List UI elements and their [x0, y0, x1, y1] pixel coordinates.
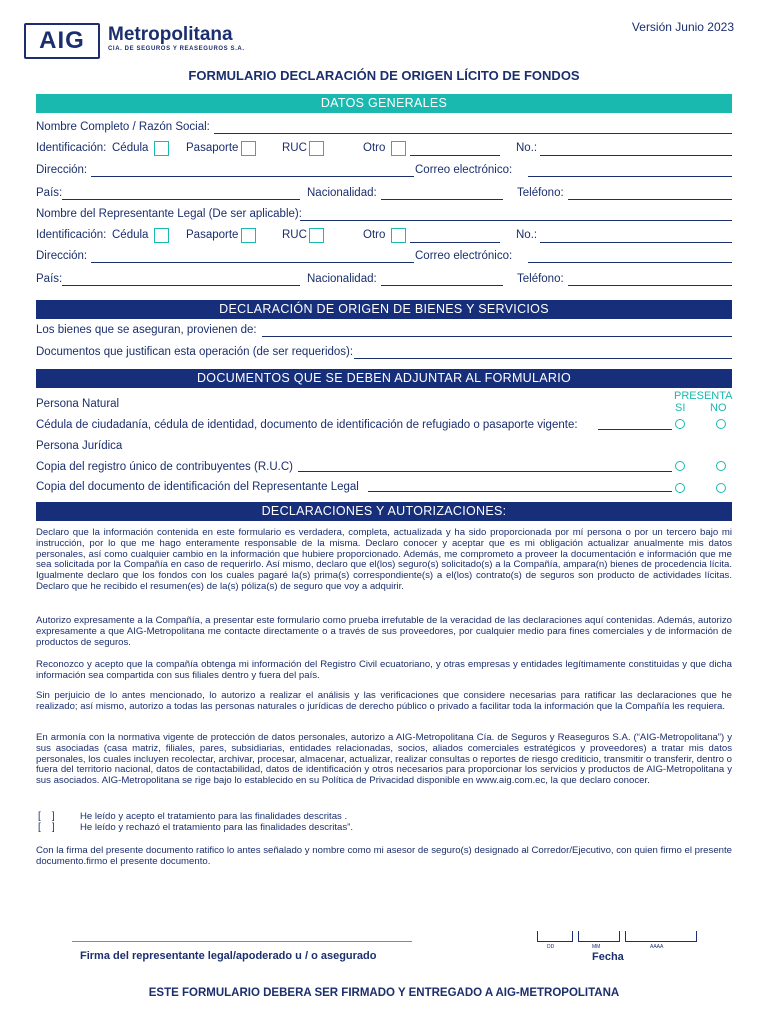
identification-label: Identificación:	[36, 142, 107, 154]
country-label: País:	[36, 187, 63, 199]
date-label: Fecha	[592, 951, 624, 963]
address-label: Dirección:	[36, 164, 88, 176]
pasaporte-checkbox[interactable]	[241, 228, 256, 243]
date-month-box[interactable]	[578, 931, 620, 942]
date-year-box[interactable]	[625, 931, 697, 942]
email-field[interactable]	[528, 176, 732, 177]
declaration-paragraph-6: Con la firma del presente documento ratifico lo antes señalado y nombre como mi asesor de seguro(s) designado al Corredor/Ejecutivo, con quien firmo el presente documento.firmo el presente documento.	[36, 845, 732, 867]
accept-bracket[interactable]: [ ]	[38, 811, 55, 822]
date-aaaa-label: AAAA	[650, 944, 664, 950]
rep-doc-no-radio[interactable]	[716, 483, 726, 493]
ruc-checkbox[interactable]	[309, 228, 324, 243]
presenta-no: NO	[710, 402, 727, 414]
rep-doc-line	[368, 491, 672, 492]
country-label: País:	[36, 273, 63, 285]
cedula-doc-line	[598, 429, 672, 430]
legal-rep-field[interactable]	[300, 220, 732, 221]
declaration-paragraph-1: Declaro que la información contenida en este formulario es verdadera, completa, actualizada y ha sido proporcionada por mí persona o por un tercero bajo mi instrucción, por lo que me hago enteramente responsable de la misma. Declaro conocer y aceptar que es mi obligación actualizar anualmente mis datos personales, así como cualquier cambio en la información que hubiere proporcionado. Además, me comprometo a proveer la documentación e información que me sea solicitada por la Compañía en caso de requerirlo. Así mismo, declaro que el(los) seguro(s) solicitado(s) a la Compañía, ampara(n) bienes de procedencia lícita. Igualmente declaro que los fondos con los cuales pagaré la(s) prima(s) correspondiente(s) a el(los) contrato(s) de seguros son producto de actividades lícitas. Declaro que he recibido el resumen(es) de la(s) póliza(s) de seguro que voy a adquirir.	[36, 527, 732, 592]
cedula-label: Cédula	[112, 142, 149, 154]
version-label: Versión Junio 2023	[631, 20, 734, 34]
ruc-checkbox[interactable]	[309, 141, 324, 156]
cedula-doc-no-radio[interactable]	[716, 419, 726, 429]
email-label: Correo electrónico:	[415, 250, 513, 262]
section-datos-generales: DATOS GENERALES	[36, 94, 732, 113]
otro-checkbox[interactable]	[391, 141, 406, 156]
nationality-label: Nacionalidad:	[307, 273, 377, 285]
declaration-paragraph-4: Sin perjuicio de lo antes mencionado, lo autorizo a realizar el análisis y las verificaciones que considere necesarias para ratificar las declaraciones que he realizado; así mismo, autorizo a todas las personas naturales o jurídicas de derecho público o privado a facilitar toda la información que la Compañía les requiera.	[36, 690, 732, 712]
signature-label: Firma del representante legal/apoderado u / o asegurado	[80, 950, 377, 962]
email-field[interactable]	[528, 262, 732, 263]
aig-logo	[24, 23, 100, 59]
address-field[interactable]	[91, 262, 414, 263]
declaration-paragraph-3: Reconozco y acepto que la compañía obtenga mi información del Registro Civil ecuatoriano, y otras empresas y entidades legítimamente constituidas y que dicha información sea compartida con sus filiales dentro y fuera del país.	[36, 659, 732, 681]
ruc-doc-si-radio[interactable]	[675, 461, 685, 471]
ruc-doc-no-radio[interactable]	[716, 461, 726, 471]
signature-line[interactable]	[72, 941, 412, 942]
country-field[interactable]	[62, 285, 300, 286]
presenta-si: SI	[675, 402, 686, 414]
phone-label: Teléfono:	[517, 187, 564, 199]
declaration-paragraph-2: Autorizo expresamente a la Compañía, a presentar este formulario como prueba irrefutable de la veracidad de las declaraciones aquí contenidas. Además, autorizo expresamente a que AIG-Metropolitana me contacte directamente o a través de sus proveedores, por cualquier medio para fines comerciales y de información de productos de seguros.	[36, 615, 732, 648]
reject-bracket[interactable]: [ ]	[38, 822, 55, 833]
ruc-doc-label: Copia del registro único de contribuyentes (R.U.C)	[36, 461, 293, 473]
logo-text: AIG	[39, 27, 85, 54]
supporting-docs-label: Documentos que justifican esta operación (de ser requeridos):	[36, 346, 354, 358]
id-number-label: No.:	[516, 142, 538, 154]
accept-option-text: He leído y acepto el tratamiento para las finalidades descritas .	[80, 811, 348, 822]
supporting-docs-field[interactable]	[354, 358, 732, 359]
id-number-label: No.:	[516, 229, 538, 241]
email-label: Correo electrónico:	[415, 164, 513, 176]
date-day-box[interactable]	[537, 931, 573, 942]
ruc-doc-line	[298, 471, 672, 472]
id-number-field[interactable]	[540, 242, 732, 243]
cedula-doc-si-radio[interactable]	[675, 419, 685, 429]
brand-name: Metropolitana	[108, 24, 233, 45]
nationality-label: Nacionalidad:	[307, 187, 377, 199]
otro-field[interactable]	[410, 242, 500, 243]
full-name-field[interactable]	[214, 133, 732, 134]
reject-option-text: He leído y rechazó el tratamiento para las finalidades descritas”.	[80, 822, 354, 833]
footer-note: ESTE FORMULARIO DEBERA SER FIRMADO Y ENTREGADO A AIG-METROPOLITANA	[148, 987, 620, 999]
cedula-label: Cédula	[112, 229, 149, 241]
phone-label: Teléfono:	[517, 273, 564, 285]
otro-field[interactable]	[410, 155, 500, 156]
brand-subtitle: CIA. DE SEGUROS Y REASEGUROS S.A.	[108, 46, 245, 52]
date-mm-label: MM	[592, 944, 601, 950]
pasaporte-label: Pasaporte	[186, 229, 239, 241]
declaration-paragraph-5: En armonía con la normativa vigente de protección de datos personales, autorizo a AIG-Metropolitana Cía. de Seguros y Reaseguros S.A. (“AIG-Metropolitana”) y sus asociadas (casa matriz, filiales, pares, subsidiarias, entidades relacionadas, socios, aliados comerciales estratégicos y proveedores) a tratar mis datos personales, los cuales incluyen recolectar, archivar, procesar, almacenar, actualizar, realizar consultas o reportes de riesgo crediticio, transmitir o transferir, dentro o fuera del territorio nacional, datos de contactabilidad, datos de identificación y otros necesarios para proporcionar los servicios y productos de AIG-Metropolitana y sus asociados. AIG-Metropolitana se rige bajo lo establecido en su Política de Privacidad disponible en www.aig.com.ec, la que declaro conocer.	[36, 732, 732, 787]
cedula-checkbox[interactable]	[154, 228, 169, 243]
section-origen: DECLARACIÓN DE ORIGEN DE BIENES Y SERVICIOS	[36, 300, 732, 319]
persona-natural-label: Persona Natural	[36, 398, 120, 410]
pasaporte-label: Pasaporte	[186, 142, 239, 154]
section-declaraciones: DECLARACIONES Y AUTORIZACIONES:	[36, 502, 732, 521]
full-name-label: Nombre Completo / Razón Social:	[36, 121, 210, 133]
goods-origin-label: Los bienes que se aseguran, provienen de:	[36, 324, 257, 336]
form-title: FORMULARIO DECLARACIÓN DE ORIGEN LÍCITO DE FONDOS	[188, 68, 580, 83]
country-field[interactable]	[62, 199, 300, 200]
phone-field[interactable]	[568, 199, 732, 200]
date-dd-label: DD	[547, 944, 555, 950]
goods-origin-field[interactable]	[262, 336, 732, 337]
otro-label: Otro	[363, 142, 386, 154]
address-label: Dirección:	[36, 250, 88, 262]
persona-juridica-label: Persona Jurídica	[36, 440, 123, 452]
cedula-doc-label: Cédula de ciudadanía, cédula de identidad, documento de identificación de refugiado o pasaporte vigente:	[36, 419, 578, 431]
otro-label: Otro	[363, 229, 386, 241]
ruc-label: RUC	[282, 142, 307, 154]
cedula-checkbox[interactable]	[154, 141, 169, 156]
legal-rep-label: Nombre del Representante Legal (De ser aplicable):	[36, 208, 302, 220]
otro-checkbox[interactable]	[391, 228, 406, 243]
pasaporte-checkbox[interactable]	[241, 141, 256, 156]
nationality-field[interactable]	[381, 199, 503, 200]
rep-doc-si-radio[interactable]	[675, 483, 685, 493]
identification-label: Identificación:	[36, 229, 107, 241]
ruc-label: RUC	[282, 229, 307, 241]
presenta-header: PRESENTA	[674, 390, 733, 402]
phone-field[interactable]	[568, 285, 732, 286]
section-documentos: DOCUMENTOS QUE SE DEBEN ADJUNTAR AL FORMULARIO	[36, 369, 732, 388]
address-field[interactable]	[91, 176, 414, 177]
rep-doc-label: Copia del documento de identificación del Representante Legal	[36, 481, 359, 493]
nationality-field[interactable]	[381, 285, 503, 286]
id-number-field[interactable]	[540, 155, 732, 156]
